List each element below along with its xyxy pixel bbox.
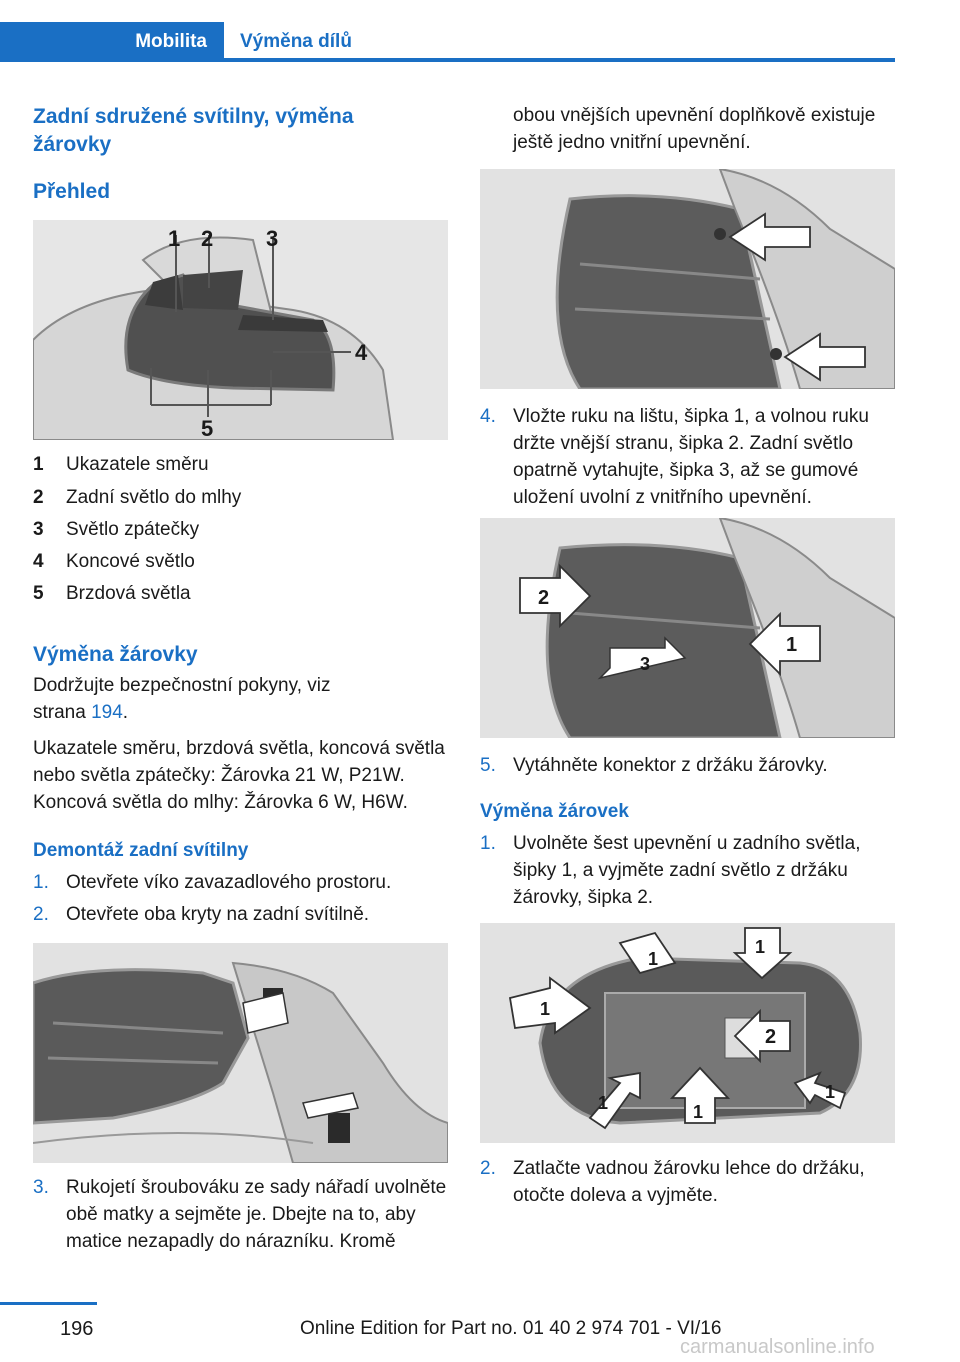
legend-number: 2 <box>33 487 44 508</box>
bulb-holder-figure <box>480 923 895 1143</box>
tab-underline <box>224 58 895 62</box>
fig4-arrow-label-a: 1 <box>648 949 659 969</box>
legend-number: 5 <box>33 583 44 604</box>
overview-label-4: 4 <box>355 340 368 365</box>
step-text: Vložte ruku na lištu, šipka 1, a volnou ruku držte vnější stranu, šipka 2. Zadní světlo opatrně vytahujte, šipka 3, až se gumové uložení uvolní z vnitřního upevnění. <box>513 406 869 508</box>
fig3-label-3: 3 <box>640 654 651 674</box>
legend-number: 3 <box>33 519 44 540</box>
legend-label: Zadní světlo do mlhy <box>66 487 242 508</box>
step-number: 1. <box>480 833 496 854</box>
step-text: Otevřete víko zavazadlového prostoru. <box>66 872 392 893</box>
legend-label: Brzdová světla <box>66 583 191 604</box>
step-text: Otevřete oba kryty na zadní svítilně. <box>66 904 370 925</box>
step-text: Vytáhněte konektor z držáku žárovky. <box>513 755 828 776</box>
legend-label: Světlo zpátečky <box>66 519 200 540</box>
step-text: Rukojetí šroubováku ze sady nářadí uvolněte obě matky a sejměte je. Dbejte na to, aby matice nezapadly do nárazníku. Kromě <box>66 1177 447 1252</box>
fig4-arrow-label-f: 1 <box>825 1082 836 1102</box>
removal-heading: Demontáž zadní svítilny <box>33 840 249 861</box>
bulb-replacement-heading: Výměna žárovky <box>33 643 198 666</box>
overview-label-2: 2 <box>201 226 214 251</box>
overview-figure <box>33 220 448 440</box>
section-title: Zadní sdružené svítilny, výměna žárovky <box>33 105 354 156</box>
chapter-tabs <box>0 22 895 62</box>
safety-note <box>33 672 363 726</box>
watermark: carmanualsonline.info <box>680 1336 875 1358</box>
step-number: 2. <box>33 904 49 925</box>
step-text: Zatlačte vadnou žárovku lehce do držáku, otočte doleva a vyjměte. <box>513 1158 865 1206</box>
safety-end: . <box>122 702 129 723</box>
fig4-arrow-label-d: 1 <box>598 1093 609 1113</box>
tab-vymena-dilu[interactable]: Výměna dílů <box>224 22 895 62</box>
page-number: 196 <box>60 1318 94 1340</box>
edition-info: Online Edition for Part no. 01 40 2 974 701 - VI/16 <box>300 1318 722 1339</box>
step-text: Uvolněte šest upevnění u zadního světla, šipky 1, a vyjměte zadní světlo z držáku žárovky, šipka 2. <box>513 833 861 908</box>
pull-out-figure <box>480 518 895 738</box>
legend-label: Koncové světlo <box>66 551 195 572</box>
step-number: 4. <box>480 406 496 427</box>
overview-label-1: 1 <box>168 226 181 251</box>
tab-mobilita[interactable]: Mobilita <box>0 22 224 62</box>
overview-label-3: 3 <box>266 226 279 251</box>
trunk-covers-figure <box>33 943 448 1163</box>
safety-text: Dodržujte bezpečnostní pokyny, viz strana <box>33 675 331 723</box>
footer-rule <box>0 1302 97 1305</box>
bulb-spec-paragraph: Ukazatele směru, brzdová světla, koncová světla nebo světla zpátečky: Žárovka 21 W, P21W. <box>33 738 445 786</box>
fig4-arrow-label-g: 2 <box>765 1026 777 1048</box>
step-number: 2. <box>480 1158 496 1179</box>
fig3-label-1: 1 <box>786 634 798 656</box>
continued-text: obou vnějších upevnění doplňkově existuje ještě jedno vnitřní upevnění. <box>513 105 876 153</box>
fog-bulb-spec-paragraph: Koncová světla do mlhy: Žárovka 6 W, H6W. <box>33 792 408 813</box>
overview-label-5: 5 <box>201 416 214 440</box>
fig3-label-2: 2 <box>538 587 550 609</box>
legend-label: Ukazatele směru <box>66 454 209 475</box>
safety-page-link[interactable]: 194 <box>91 702 123 723</box>
overview-heading: Přehled <box>33 180 111 203</box>
fig4-arrow-label-e: 1 <box>693 1102 704 1122</box>
fig4-arrow-label-b: 1 <box>755 937 766 957</box>
step-number: 1. <box>33 872 49 893</box>
bulbs-heading: Výměna žárovek <box>480 801 629 822</box>
step-number: 5. <box>480 755 496 776</box>
step-number: 3. <box>33 1177 49 1198</box>
fastener-figure <box>480 169 895 389</box>
legend-number: 1 <box>33 454 44 475</box>
fig4-arrow-label-c: 1 <box>540 999 551 1019</box>
legend-number: 4 <box>33 551 44 572</box>
